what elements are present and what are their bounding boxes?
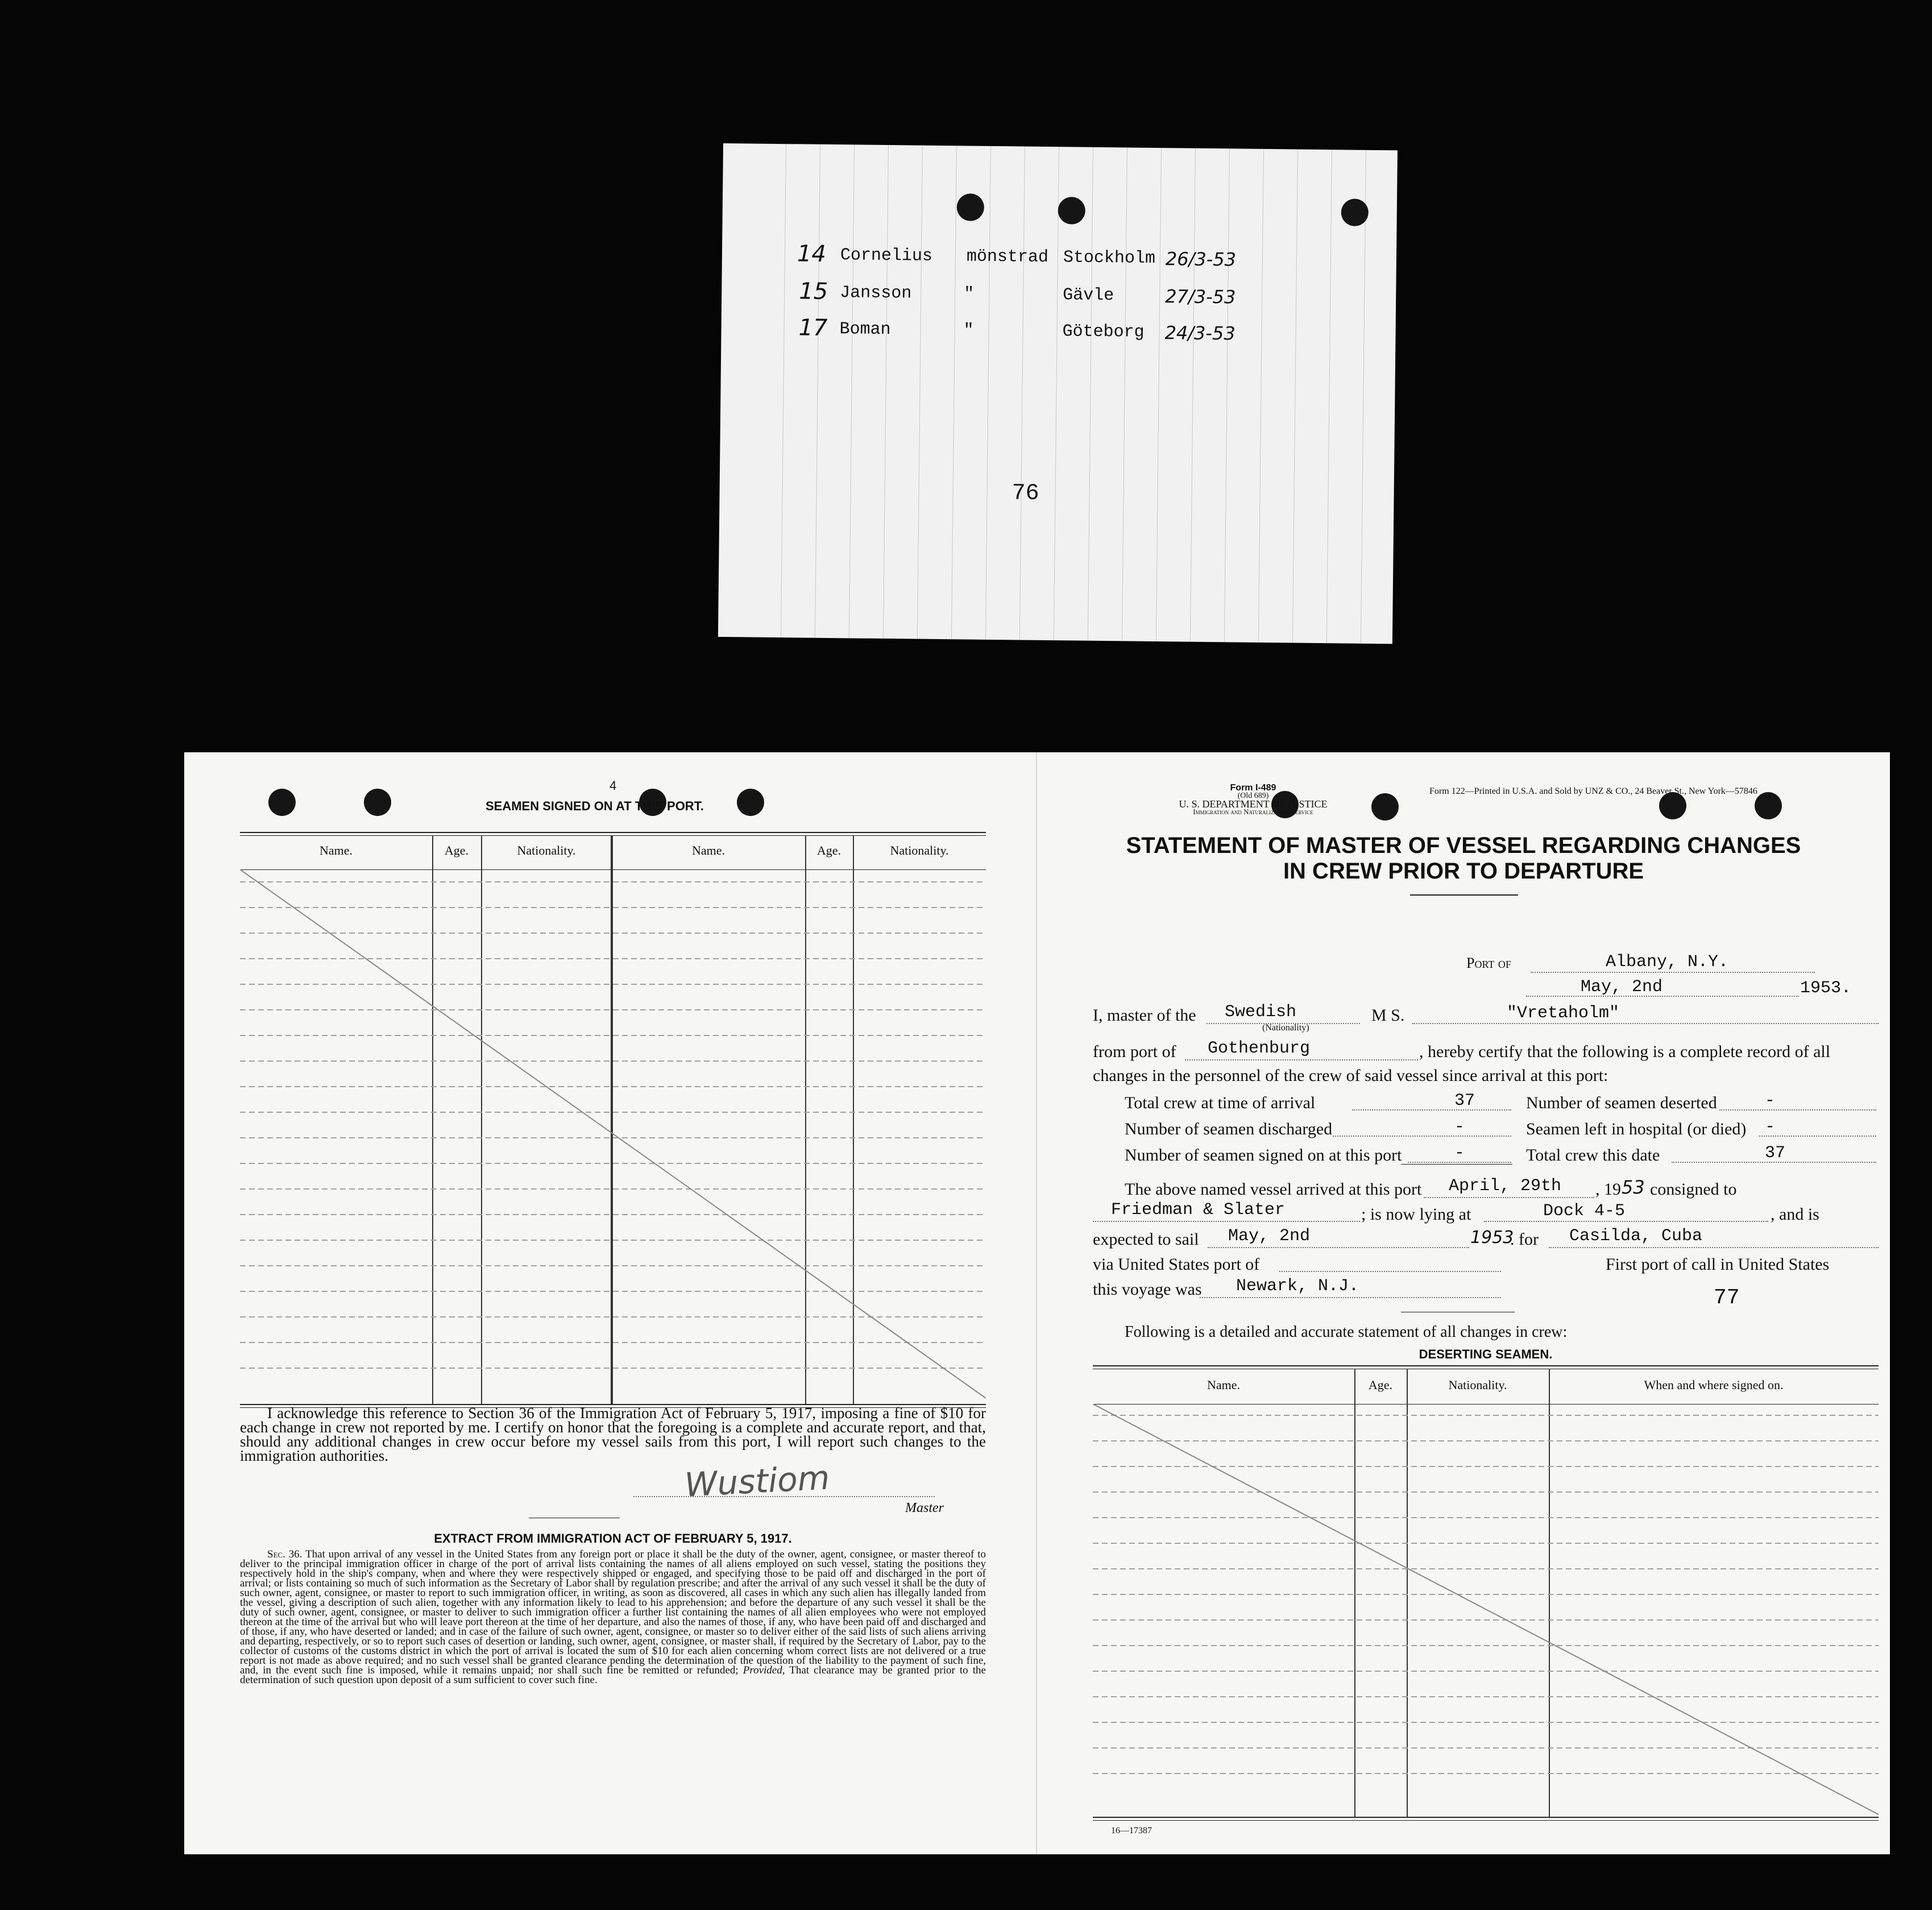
from-port-value: Gothenburg (1208, 1039, 1311, 1058)
row-date: 27/3-53 (1165, 285, 1236, 308)
port-label: Port of (1466, 955, 1511, 971)
seamen-signed-heading: SEAMEN SIGNED ON AT THIS PORT. (486, 799, 704, 813)
stat-signed-on (1125, 1143, 1523, 1169)
for-label: . for (1510, 1230, 1539, 1249)
form-id-block (1168, 784, 1338, 816)
printer-note: Form 122—Printed in U.S.A. and Sold by UNZ & CO., 24 Beaver St., New York—57846 (1429, 786, 1757, 796)
punch-hole (957, 193, 985, 221)
stat-value: - (1454, 1117, 1465, 1137)
col-age: Age. (444, 843, 469, 857)
nationality-caption: (Nationality) (1262, 1023, 1309, 1033)
deserting-table-lines (1093, 1404, 1879, 1819)
stat-label: Number of seamen signed on at this port (1125, 1146, 1402, 1165)
form-title (1060, 833, 1867, 884)
col-name: Name. (1207, 1378, 1241, 1392)
col-nationality: Nationality. (890, 843, 949, 857)
voyage-value: Newark, N.J. (1236, 1277, 1359, 1296)
first-port-label: First port of call in United States (1606, 1255, 1830, 1274)
destination-value: Casilda, Cuba (1569, 1227, 1703, 1246)
consignee-value: Friedman & Slater (1111, 1200, 1286, 1220)
acknowledgment-text: I acknowledge this reference to Section 36 of the Immigration Act of February 5, 1917, imposing a fine of $10 for each change in crew not reported by me. I certify on honor that the foregoing is a complete and accurate report, and that, should any additional changes in crew occur before my vessel sails from this port, I will report such changes to the immigration authorities. (240, 1404, 986, 1464)
seamen-signed-table-lines (240, 869, 986, 1404)
row-number: 14 (797, 241, 827, 267)
row-date: 26/3-53 (1165, 248, 1237, 271)
row-status: mönstrad (966, 247, 1049, 267)
col-age: Age. (816, 843, 841, 857)
vessel-type: M S. (1371, 1006, 1405, 1025)
stat-value: - (1765, 1091, 1776, 1111)
consigned-label: consigned to (1650, 1180, 1737, 1199)
row-name: Cornelius (840, 246, 933, 266)
col-nationality: Nationality. (1448, 1378, 1507, 1392)
voyage-label: this voyage was (1093, 1280, 1202, 1299)
row-number: 17 (798, 314, 828, 341)
left-page (184, 752, 1037, 1854)
card-row (722, 240, 1396, 275)
master-label: I, master of the (1093, 1006, 1196, 1025)
from-port-label: from port of (1093, 1042, 1176, 1061)
stat-total-crew-arrival (1125, 1093, 1523, 1116)
stat-total-crew-date (1526, 1143, 1879, 1169)
stat-deserted (1526, 1093, 1879, 1116)
expected-year: 1953 (1470, 1228, 1514, 1248)
lying-value: Dock 4-5 (1543, 1201, 1626, 1221)
card-row (722, 277, 1396, 313)
signature-caption: Master (905, 1501, 944, 1515)
and-is-text: , and is (1771, 1205, 1819, 1224)
page-number-right: 77 (1714, 1286, 1740, 1310)
stat-label: Total crew at time of arrival (1125, 1093, 1316, 1112)
following-text: Following is a detailed and accurate statement of all changes in crew: (1125, 1323, 1568, 1341)
row-name: Boman (839, 320, 891, 340)
col-name: Name. (691, 843, 725, 857)
certify-text-2: changes in the personnel of the crew of said vessel since arrival at this port: (1093, 1066, 1608, 1085)
deserting-heading: DESERTING SEAMEN. (1419, 1347, 1553, 1361)
form-title-line-1: STATEMENT OF MASTER OF VESSEL REGARDING CHANGES (1126, 833, 1801, 858)
row-number: 15 (799, 278, 828, 305)
expected-value: May, 2nd (1228, 1227, 1311, 1246)
nationality-value: Swedish (1225, 1002, 1297, 1022)
card-page-number: 76 (1011, 480, 1039, 507)
arrived-value: April, 29th (1449, 1176, 1562, 1196)
page-number-left: 4 (610, 778, 617, 793)
crew-form-sheet (184, 752, 1890, 1854)
stat-label: Number of seamen discharged (1125, 1120, 1333, 1138)
service-name: Immigration and Naturalization Service (1193, 807, 1313, 816)
row-place: Gävle (1063, 285, 1114, 306)
stat-value: - (1454, 1143, 1465, 1163)
stat-label: Total crew this date (1526, 1146, 1660, 1165)
punch-hole (1058, 197, 1086, 225)
master-signature: Wustiom (683, 1458, 831, 1505)
certify-text: , hereby certify that the following is a complete record of all (1419, 1042, 1831, 1061)
index-card (718, 143, 1398, 644)
card-row (721, 314, 1395, 349)
port-value: Albany, N.Y. (1606, 952, 1729, 972)
right-page (1037, 752, 1890, 1854)
col-age: Age. (1368, 1378, 1393, 1392)
row-status: " (964, 284, 975, 304)
row-place: Stockholm (1063, 248, 1156, 268)
col-when-where: When and where signed on. (1644, 1378, 1784, 1392)
row-status: " (963, 321, 974, 341)
stat-value: - (1765, 1117, 1776, 1137)
extract-title: EXTRACT FROM IMMIGRATION ACT OF FEBRUARY 5, 1917. (434, 1531, 792, 1546)
punch-hole (1341, 198, 1369, 226)
stat-label: Seamen left in hospital (or died) (1526, 1120, 1747, 1138)
arrived-year-prefix: , 19 (1595, 1180, 1621, 1199)
stat-value: 37 (1765, 1143, 1786, 1163)
row-date: 24/3-53 (1164, 322, 1236, 345)
arrived-label: The above named vessel arrived at this port (1125, 1180, 1422, 1199)
extract-end: That clearance may be granted prior to the determination of such question upon deposit of a sum sufficient to cover such fine. (240, 1664, 986, 1686)
extract-provided: Provided, (743, 1664, 785, 1676)
stat-label: Number of seamen deserted (1526, 1093, 1717, 1112)
extract-main: That upon arrival of any vessel in the United States from any foreign port or place it shall be the duty of the owner, agent, consignee, or master thereof to deliver to the principal immigration officer in charge of the port of arrival lists containing the names of all aliens employed on such vessel, stating the positions they respectively hold in the ship's company, when and where they were respectively shipped or engaged, and specifying those to be paid off and discharged in the port of arrival; or lists containing so much of such information as the Secretary of Labor shall by regulation prescribe; and after the arrival of any such vessel it shall be the duty of such owner, agent, consignee, or master to report to such immigration officer, in writing, as soon as discovered, all cases in which any such alien has illegally landed from the vessel, giving a description of such alien, together with any information likely to lead to his apprehension; and before the departure of any such vessel it shall be the duty of such owner, agent, consignee, or master to deliver to such immigration officer a further list containing the names of all alien employees who were not employed thereon at the time of the arrival but who will leave port thereon at the time of her departure, and also the names of those, if any, who have been paid off and discharged and of those, if any, who have deserted or landed; and in case of the failure of such owner, agent, consignee, or master so to deliver either of the said lists of such aliens arriving and departing, respectively, or so to report such cases of desertion or landing, such owner, agent, consignee, or master shall, if required by the Secretary of Labor, pay to the collector of customs of the customs district in which the port of arrival is located the sum of $10 for each alien concerning whom correct lists are not delivered or a true report is not made as above required; and no such vessel shall be granted clearance pending the determination of the question of the liability to the payment of such fine, and, in the event such fine is imposed, while it remains unpaid; nor shall such fine be remitted or refunded; (240, 1548, 986, 1676)
year-value: 1953. (1800, 979, 1852, 998)
extract-body (240, 1549, 986, 1685)
expected-label: expected to sail (1093, 1230, 1199, 1249)
form-title-line-2: IN CREW PRIOR TO DEPARTURE (1283, 859, 1644, 884)
stat-discharged (1125, 1117, 1523, 1142)
arrived-year: 53 (1622, 1176, 1645, 1198)
via-label: via United States port of (1093, 1255, 1260, 1274)
form-old-number: (Old 689) (1237, 792, 1269, 800)
date-value: May, 2nd (1581, 977, 1663, 997)
row-place: Göteborg (1062, 322, 1145, 342)
stat-hospital (1526, 1117, 1879, 1142)
lying-label: ; is now lying at (1361, 1205, 1471, 1224)
col-nationality: Nationality. (517, 843, 576, 857)
col-name: Name. (319, 843, 353, 857)
stat-value: 37 (1454, 1091, 1475, 1111)
footer-code: 16—17387 (1111, 1826, 1152, 1836)
department-name: U. S. DEPARTMENT OF JUSTICE (1179, 798, 1328, 810)
form-number: Form I-489 (1230, 783, 1276, 793)
row-name: Jansson (840, 283, 912, 304)
vessel-name: "Vretaholm" (1507, 1004, 1620, 1023)
extract-section: Sec. 36. (267, 1548, 302, 1560)
